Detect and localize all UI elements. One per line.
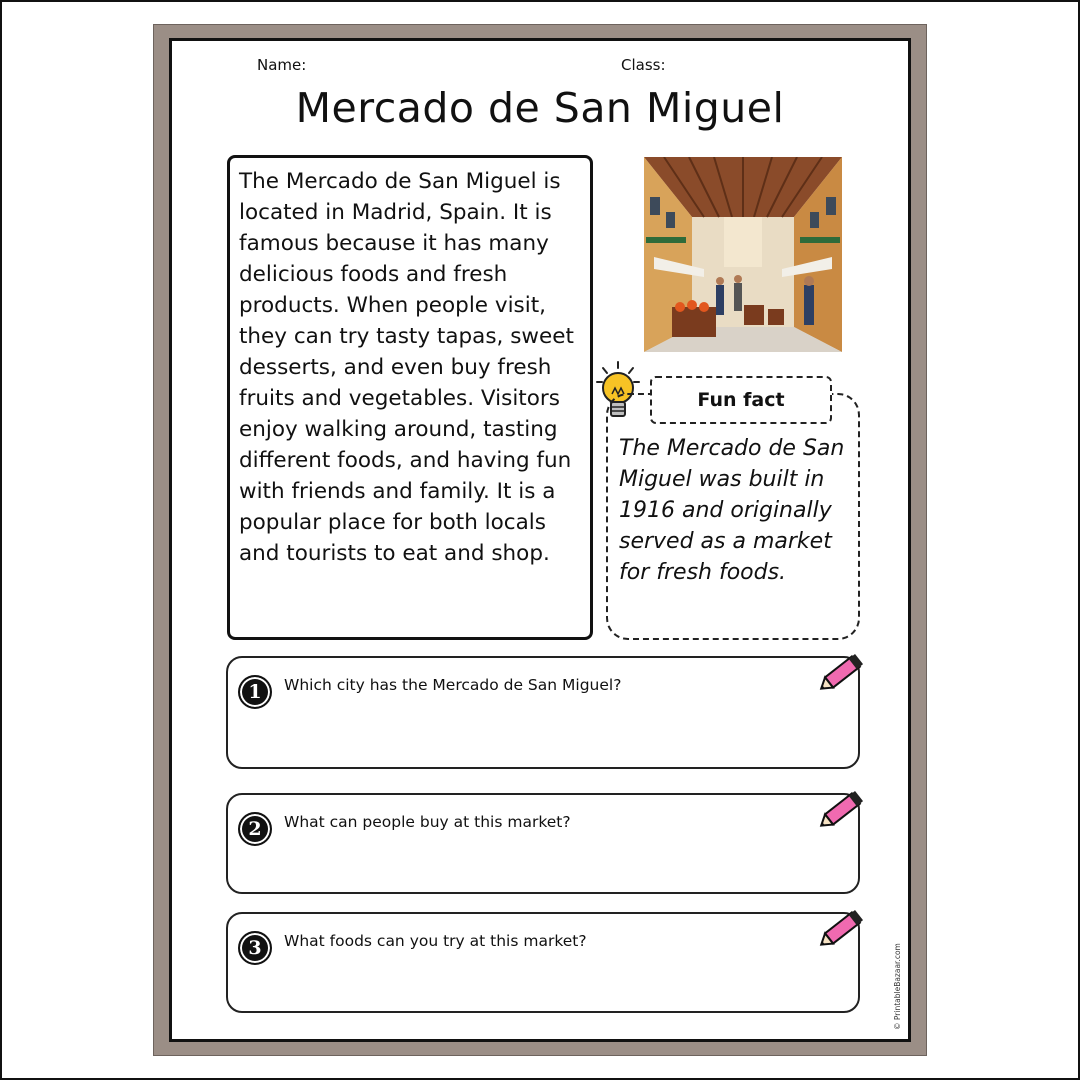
question-box-3[interactable] bbox=[226, 912, 860, 1013]
page-title: Mercado de San Miguel bbox=[295, 84, 785, 132]
question-text-2: What can people buy at this market? bbox=[284, 813, 571, 831]
name-label: Name: bbox=[257, 56, 307, 74]
pencil-icon bbox=[816, 787, 868, 833]
fun-fact-box bbox=[606, 393, 860, 640]
question-box-1[interactable] bbox=[226, 656, 860, 769]
question-number-3: 3 bbox=[238, 931, 272, 965]
question-text-3: What foods can you try at this market? bbox=[284, 932, 587, 950]
copyright-text: © PrintableBazaar.com bbox=[893, 943, 902, 1030]
market-illustration bbox=[644, 157, 842, 352]
class-label: Class: bbox=[621, 56, 666, 74]
question-number-2: 2 bbox=[238, 812, 272, 846]
fun-fact-text: The Mercado de San Miguel was built in 1916 and originally served as a market for fresh foods. bbox=[619, 436, 845, 585]
pencil-icon bbox=[816, 650, 868, 696]
pencil-icon bbox=[816, 906, 868, 952]
question-box-2[interactable] bbox=[226, 793, 860, 894]
reading-passage: The Mercado de San Miguel is located in Madrid, Spain. It is famous because it has many delicious foods and fresh products. When people visit, they can try tasty tapas, sweet desserts, and even buy fresh fruits and vegetables. Visitors enjoy walking around, tasting different foods, and having fun with friends and family. It is a popular place for both locals and tourists to eat and shop. bbox=[227, 155, 593, 640]
fun-fact-label: Fun fact bbox=[650, 376, 832, 424]
question-number-1: 1 bbox=[238, 675, 272, 709]
question-text-1: Which city has the Mercado de San Miguel? bbox=[284, 676, 622, 694]
